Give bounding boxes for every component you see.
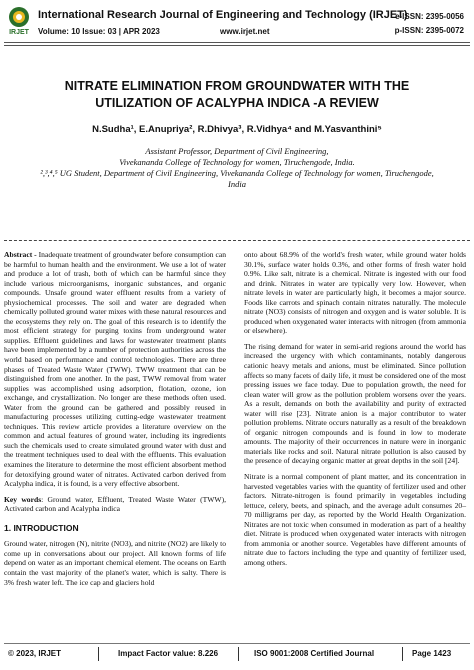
journal-title: International Research Journal of Engineering and Technology (IRJET)	[38, 9, 408, 21]
footer-separator	[238, 647, 239, 661]
keywords-label: Key words	[4, 494, 42, 504]
affiliations	[30, 146, 444, 190]
paragraph-nitrate-plants: Nitrate is a normal component of plant matter, and its concentration in harvested vegetables varies with the quantity of fertilizer used and other factors. Nitrate-nitrogen is found primarily in vegetables including lettuce, celery, beets, and spinach, and the average adult consumes 20–70 milligrams per day, as reported by the World Health Organization. Nitrates are not toxic when consumed in moderation as part of a healthy diet. Nitrate is produced when oxygenated water interacts with nitrogen from ammonia or another source. Vegetables have different amounts of nitrate due to factors including the type and quantity of fertilizer used, among others.	[244, 472, 466, 567]
header-rule-1	[4, 42, 470, 43]
pissn: p-ISSN: 2395-0072	[394, 26, 464, 35]
intro-paragraph: Ground water, nitrogen (N), nitrite (NO3), and nitrite (NO2) are likely to come up in conversations about our project. All known forms of life depend on water as an important chemical element. The oceans on Earth contain the vast majority of the planet's water, which is salty. There is 3% fresh water left. The ice cap and glaciers hold	[4, 539, 226, 587]
eissn: e-ISSN: 2395-0056	[395, 12, 464, 21]
journal-volume: Volume: 10 Issue: 03 | APR 2023	[38, 27, 160, 36]
affiliation-line-3: ²,³,⁴,⁵ UG Student, Department of Civil Engineering, Vivekananda College of Technology for women, Tiruchengode,	[40, 168, 434, 178]
logo-text: IRJET	[9, 29, 29, 36]
keywords-text: : Ground water, Effluent, Treated Waste Water (TWW), Activated carbon and Acalypha indica	[4, 494, 226, 514]
left-column	[4, 250, 226, 593]
paragraph-nitrate-pollution: The rising demand for water in semi-arid regions around the world has increased the urgency with which contaminants, notably dangerous cationic heavy metals and anions, must be eliminated. Since pollution affects so many facets of daily life, it must be considered one of the most pressing issues we face today. Due to population growth, the need for clean water will grow as the pollution problem worsens over the years. As a result, demands on both the availability and purity of extracted water will rise [23]. Nitrate anion is a major contributor to water pollution problems. Nitrate occurs naturally as a result of the breakdown of organic nitrogen compounds and is found in low to moderate amounts. The majority of their occurrences in nature were in inorganic materials like rocks and soil. Natural nitrate pollution is also caused by the presence of decaying organic matter at great depths in the soil [24].	[244, 341, 466, 466]
affiliation-line-1: Assistant Professor, Department of Civil Engineering,	[145, 146, 329, 156]
authors: N.Sudha¹, E.Anupriya², R.Dhivya³, R.Vidhya⁴ and M.Yasvanthini⁵	[92, 124, 382, 135]
footer-page-number: Page 1423	[412, 649, 452, 658]
separator-dashed	[4, 240, 470, 241]
title-line-2: UTILIZATION OF ACALYPHA INDICA -A REVIEW	[95, 96, 379, 110]
keywords	[4, 495, 226, 514]
title-line-1: NITRATE ELIMINATION FROM GROUNDWATER WITH THE	[64, 79, 410, 93]
journal-header	[0, 0, 474, 62]
abstract-text: Inadequate treatment of groundwater before consumption can be harmful to human health and the environment. We use a lot of water and produce a lot of trash, both of which can be harmful since they include various microorganisms, inorganic substances, and organic compounds. Unsafe ground water effluent results from a variety of physiochemical processes. The soil and water are degraded when chemically polluted ground water mixes with these natural resources and the ecosystems they rely on. The goal of this research is to identify the most efficient strategy for purging toxins from underground water supplies. Effluent guidelines and laws for wastewater treatment plants have been implemented by a number of protection authorities across the world based on performance and control technologies. There are three phases of Treated Waste Water (TWW). TWW treatment that can be distinguished from one another. In the past, TWW removal from water supplies was accomplished using adsorption, flotation, ozone, ion exchange, and crystallization. No longer are these methods often used. Water from the ground can be gathered and possibly reused in manufacturing processes utilizing cutting-edge wastewater treatment techniques. This review article provides a literature overview on the common and actual features of ground water, including its ingredients such the chemicals used to create simulated ground water with dust and the treatment techniques used to deal with the effluents. This evaluation examines the literature to determine the most efficient absorbent method for detoxifying ground water of nitrates. Activated carbon derived from Acalypha indica, it is found, is a very effective absorbent.	[4, 250, 227, 489]
footer-separator	[402, 647, 403, 661]
irjet-logo-icon	[8, 6, 30, 28]
abstract-label: Abstract -	[4, 250, 37, 259]
page-footer	[0, 643, 474, 670]
affiliation-line-4: India	[228, 179, 246, 189]
footer-rule	[4, 643, 470, 644]
paper-title	[20, 78, 454, 112]
abstract	[4, 250, 226, 489]
right-column	[244, 250, 466, 574]
footer-separator	[98, 647, 99, 661]
footer-copyright: © 2023, IRJET	[8, 649, 62, 658]
affiliation-line-2: Vivekananda College of Technology for women, Tiruchengode, India.	[119, 157, 355, 167]
header-rule-2	[4, 45, 470, 46]
journal-website[interactable]: www.irjet.net	[220, 27, 270, 36]
section-heading-introduction: 1. INTRODUCTION	[4, 522, 79, 533]
paragraph-water-distribution: onto about 68.9% of the world's fresh water, while ground water holds 30.1%, surface water holds 0.3%, and other forms of fresh water hold 0.9%. Like salt, nitrate is a chemical. Nitrate is ingested with our food and drink. Nitrates in water are typically very low. However, when nitrate levels in water are particularly high, it becomes a major source. Foods like carrots and spinach contain nitrates naturally. The molecule nitrate (NO3) consists of nitrogen and oxygen and is water soluble. It is produced when oxygenated water interacts with nitrogen (from ammonia or elsewhere).	[244, 250, 466, 336]
footer-iso: ISO 9001:2008 Certified Journal	[254, 649, 375, 658]
footer-impact-factor: Impact Factor value: 8.226	[118, 649, 219, 658]
